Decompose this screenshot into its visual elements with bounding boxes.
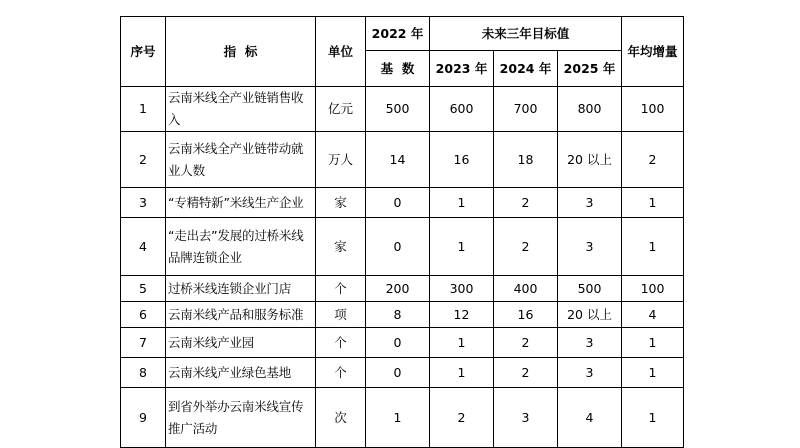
- unit-cell: 个: [316, 276, 366, 302]
- base-cell: 0: [366, 358, 430, 388]
- avg-cell: 1: [622, 358, 684, 388]
- y2024-cell: 2: [494, 218, 558, 276]
- y2023-cell: 16: [430, 132, 494, 188]
- unit-cell: 家: [316, 188, 366, 218]
- unit-cell: 项: [316, 302, 366, 328]
- y2025-cell: 3: [558, 358, 622, 388]
- base-cell: 1: [366, 388, 430, 448]
- table-row: [121, 328, 684, 358]
- seq-cell: 5: [121, 276, 166, 302]
- y2025-cell: 3: [558, 218, 622, 276]
- y2023-cell: 12: [430, 302, 494, 328]
- unit-cell: 个: [316, 358, 366, 388]
- avg-cell: 1: [622, 188, 684, 218]
- base-cell: 14: [366, 132, 430, 188]
- avg-cell: 4: [622, 302, 684, 328]
- base-cell: 500: [366, 87, 430, 132]
- seq-cell: 8: [121, 358, 166, 388]
- table-row: [121, 302, 684, 328]
- base-cell: 200: [366, 276, 430, 302]
- table-row: [121, 132, 684, 188]
- seq-cell: 7: [121, 328, 166, 358]
- table-row: [121, 358, 684, 388]
- header-base-year: 2022 年: [366, 17, 430, 51]
- seq-cell: 6: [121, 302, 166, 328]
- base-cell: 0: [366, 218, 430, 276]
- header-2024: 2024 年: [494, 51, 558, 87]
- header-base-label: 基 数: [366, 51, 430, 87]
- y2025-cell: 500: [558, 276, 622, 302]
- y2023-cell: 1: [430, 218, 494, 276]
- table-row: [121, 188, 684, 218]
- header-unit: 单位: [316, 17, 366, 87]
- unit-cell: 亿元: [316, 87, 366, 132]
- y2025-cell: 4: [558, 388, 622, 448]
- y2023-cell: 2: [430, 388, 494, 448]
- y2024-cell: 400: [494, 276, 558, 302]
- header-future-group: 未来三年目标值: [430, 17, 622, 51]
- seq-cell: 9: [121, 388, 166, 448]
- seq-cell: 2: [121, 132, 166, 188]
- avg-cell: 1: [622, 388, 684, 448]
- header-row-1: [121, 17, 684, 51]
- indicator-cell: 到省外举办云南米线宣传推广活动: [166, 388, 316, 448]
- indicator-cell: 云南米线产业园: [166, 328, 316, 358]
- avg-cell: 100: [622, 87, 684, 132]
- indicator-cell: 云南米线全产业链销售收入: [166, 87, 316, 132]
- header-2023: 2023 年: [430, 51, 494, 87]
- y2024-cell: 18: [494, 132, 558, 188]
- table-row: [121, 388, 684, 448]
- y2023-cell: 600: [430, 87, 494, 132]
- indicator-cell: “专精特新”米线生产企业: [166, 188, 316, 218]
- base-cell: 0: [366, 328, 430, 358]
- indicator-cell: 过桥米线连锁企业门店: [166, 276, 316, 302]
- base-cell: 0: [366, 188, 430, 218]
- table-row: [121, 276, 684, 302]
- header-2025: 2025 年: [558, 51, 622, 87]
- y2024-cell: 2: [494, 188, 558, 218]
- unit-cell: 个: [316, 328, 366, 358]
- y2024-cell: 700: [494, 87, 558, 132]
- y2024-cell: 2: [494, 358, 558, 388]
- y2024-cell: 3: [494, 388, 558, 448]
- y2024-cell: 16: [494, 302, 558, 328]
- indicator-cell: 云南米线全产业链带动就业人数: [166, 132, 316, 188]
- seq-cell: 1: [121, 87, 166, 132]
- targets-table: [120, 16, 684, 448]
- unit-cell: 次: [316, 388, 366, 448]
- avg-cell: 1: [622, 218, 684, 276]
- table-row: [121, 218, 684, 276]
- y2023-cell: 1: [430, 358, 494, 388]
- indicator-cell: “走出去”发展的过桥米线品牌连锁企业: [166, 218, 316, 276]
- y2023-cell: 300: [430, 276, 494, 302]
- indicator-cell: 云南米线产业绿色基地: [166, 358, 316, 388]
- y2023-cell: 1: [430, 328, 494, 358]
- unit-cell: 万人: [316, 132, 366, 188]
- seq-cell: 3: [121, 188, 166, 218]
- avg-cell: 100: [622, 276, 684, 302]
- indicator-cell: 云南米线产品和服务标准: [166, 302, 316, 328]
- base-cell: 8: [366, 302, 430, 328]
- table-row: [121, 87, 684, 132]
- y2025-cell: 800: [558, 87, 622, 132]
- y2023-cell: 1: [430, 188, 494, 218]
- y2024-cell: 2: [494, 328, 558, 358]
- avg-cell: 2: [622, 132, 684, 188]
- avg-cell: 1: [622, 328, 684, 358]
- header-seq: 序号: [121, 17, 166, 87]
- unit-cell: 家: [316, 218, 366, 276]
- y2025-cell: 3: [558, 188, 622, 218]
- header-indicator: 指 标: [166, 17, 316, 87]
- y2025-cell: 20 以上: [558, 132, 622, 188]
- header-avg-increase: 年均增量: [622, 17, 684, 87]
- y2025-cell: 20 以上: [558, 302, 622, 328]
- y2025-cell: 3: [558, 328, 622, 358]
- seq-cell: 4: [121, 218, 166, 276]
